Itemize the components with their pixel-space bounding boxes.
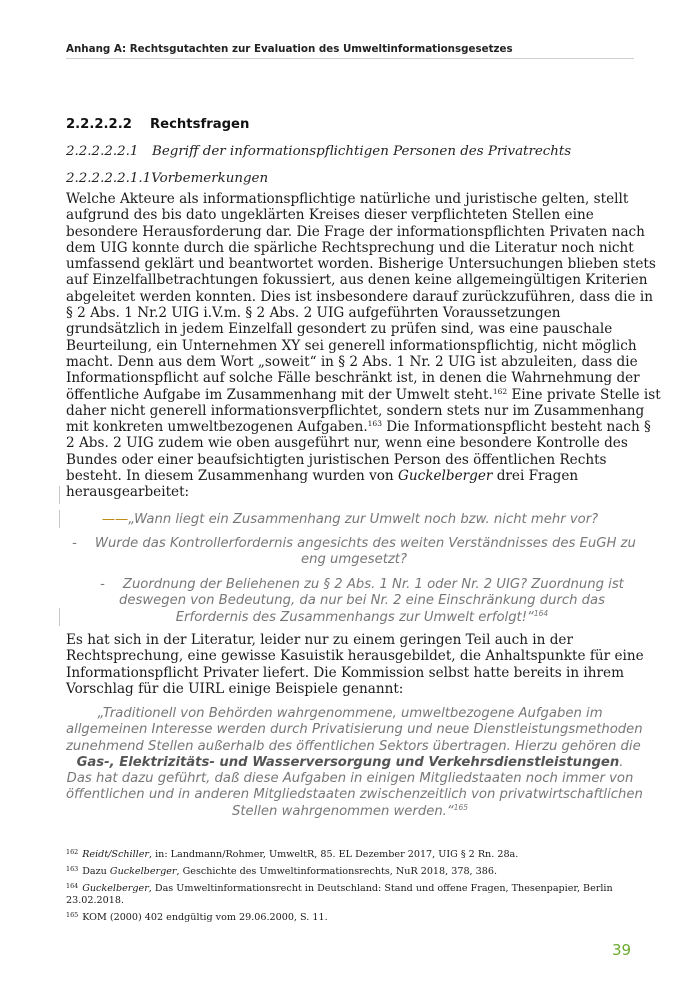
text-run: Eine private Stelle ist [507,386,661,403]
paragraph-kasuistik [66,632,642,697]
block-quote [66,706,643,820]
subsubsection-number: 2.2.2.2.2.1.1 [66,171,152,186]
section-title: Rechtsfragen [150,117,250,132]
author-name: Guckelberger [82,883,149,894]
text-line: Informationspflicht Privater liefert. Die Kommission selbst hatte bereits in ihrem [66,664,624,681]
question-line [66,512,634,528]
question-text: Wurde das Kontrollerfordernis angesichts des weiten Verständnisses des EuGH zu [94,536,636,551]
footnote-line [66,883,634,895]
text-line: Rechtsprechung, eine gewisse Kasuistik herausgebildet, die Anhaltspunkte für eine [66,648,644,665]
footnote-line [66,849,634,861]
dash-marker: —— [101,512,129,527]
text-line: aufgrund des bis dato ungeklärten Kreises dieser verpflichteten Stellen eine [66,207,594,224]
footnote-line [66,866,634,878]
footnote-number: 162 [66,848,79,856]
section-number: 2.2.2.2.2 [66,117,132,132]
text-line: 2 Abs. 2 UIG zudem wie oben ausgeführt nur, wenn eine besondere Kontrolle des [66,435,628,452]
paragraph-intro [66,191,661,501]
text-line: abgeleitet werden konnten. Dies ist insbesondere darauf zurückzuführen, dass die in [66,288,654,305]
question-text: Zuordnung der Beliehenen zu § 2 Abs. 1 Nr. 1 oder Nr. 2 UIG? Zuordnung ist [122,577,624,592]
text-line: Vorschlag für die UIRL einige Beispiele genannt: [66,680,404,697]
text-line: Bundes oder einer beaufsichtigten juristischen Person des öffentlichen Rechts [66,451,607,468]
text-line [66,419,651,436]
text-line: Welche Akteure als informationspflichtige natürliche und juristische gelten, stellt [66,191,629,207]
change-bar [59,486,60,504]
question-text: Erfordernis des Zusammenhangs zur Umwelt erfolgt!“ [175,609,534,625]
bullet-marker: - [100,577,105,592]
footnote-number: 165 [66,911,79,919]
text-line: daher nicht generell informationsverpflichtet, sondern stets nur im Zusammenhang [66,402,645,419]
footnote-number: 164 [66,882,79,890]
question-2 [70,536,638,569]
text-line: Es hat sich in der Literatur, leider nur zu einem geringen Teil auch in der [66,632,573,648]
subsection-number: 2.2.2.2.2.1 [66,144,139,159]
quote-line [66,804,634,820]
text-run: Stellen wahrgenommen werden.“ [231,803,454,819]
footnote-number: 163 [66,865,79,873]
text-run: öffentliche Aufgabe im Zusammenhang mit der Umwelt steht. [66,386,493,403]
question-line: deswegen von Bedeutung, da nur bei Nr. 2 eine Einschränkung durch das [118,593,606,609]
header-divider [66,58,634,59]
question-line [78,577,646,593]
question-text: „Wann liegt ein Zusammenhang zur Umwelt noch bzw. nicht mehr vor? [128,512,599,527]
text-run: besteht. In diesem Zusammenhang wurden von [66,468,399,485]
subsection-title: Begriff der informationspflichtigen Personen des Privatrechts [152,144,572,159]
bullet-marker: - [72,536,77,551]
text-line: grundsätzlich in jedem Einzelfall gesondert zu prüfen sind, was eine pauschale [66,321,613,338]
question-line [78,610,646,626]
text-line: Beurteilung, ein Unternehmen XY sei generell informationspflichtig, nicht möglich [66,337,637,354]
footnote-line [66,912,634,924]
running-header: Anhang A: Rechtsgutachten zur Evaluation des Umweltinformationsgesetzes [66,43,513,55]
author-name: Guckelberger [398,468,493,485]
quote-line: zunehmend Stellen außerhalb des öffentlichen Sektors übertragen. Hierzu gehören die [66,738,641,754]
text-line: macht. Denn aus dem Wort „soweit“ in § 2 Abs. 1 Nr. 2 UIG ist abzuleiten, dass die [66,353,638,370]
text-line: dem UIG konnte durch die spärliche Rechtsprechung und die Literatur noch nicht [66,239,634,256]
footnote-text: KOM (2000) 402 endgültig vom 29.06.2000, S. 11. [82,912,328,923]
author-name: Guckelberger [109,866,177,877]
question-line: eng umgesetzt? [301,552,407,568]
text-line: umfassend geklärt und beantwortet worden. Bisherige Untersuchungen blieben stets [66,256,656,273]
text-run: mit konkreten umweltbezogenen Aufgaben. [66,419,368,436]
quote-line [66,755,634,771]
footnote-text: , Das Umweltinformationsrecht in Deutschland: Stand und offene Fragen, Thesenpapier, Berlin [148,883,613,894]
text-line [66,386,661,403]
footnote-text: Dazu [82,866,110,877]
text-line: Informationspflicht auf solche Fälle beschränkt ist, in denen die Wahrnehmung der [66,370,640,387]
footnote-ref-165[interactable]: 165 [453,802,469,812]
quote-line: Das hat dazu geführt, daß diese Aufgaben in einigen Mitgliedstaaten noch immer von [66,771,634,787]
quote-line: allgemeinen Interesse werden durch Privatisierung und neue Dienstleistungsmethoden [66,722,643,738]
footnote-line: 23.02.2018. [66,894,124,906]
section-heading [66,117,249,132]
text-line: § 2 Abs. 1 Nr.2 UIG i.V.m. § 2 Abs. 2 UIG aufgeführten Voraussetzungen [66,305,561,322]
change-bar [59,510,60,528]
footnote-163 [66,866,634,878]
subsubsection-title: Vorbemerkungen [151,171,269,186]
text-line [66,468,642,484]
footnote-164 [66,883,634,906]
text-run: drei Fragen [492,468,579,485]
footnote-ref-162[interactable]: 162 [492,386,508,396]
text-line: herausgearbeitet: [66,484,190,501]
footnote-162 [66,849,634,861]
bold-phrase: Gas-, Elektrizitäts- und Wasserversorgung und Verkehrsdienstleistungen [76,754,620,770]
footnote-ref-164[interactable]: 164 [533,608,549,618]
subsubsection-heading [66,171,268,186]
change-bar [59,608,60,626]
question-3 [78,577,646,626]
footnote-165 [66,912,634,924]
footnote-text: , Geschichte des Umweltinformationsrechts, NuR 2018, 378, 386. [176,866,498,877]
quote-line: „Traditionell von Behörden wahrgenommene, umweltbezogene Aufgaben im [97,706,603,721]
page-number: 39 [612,941,632,959]
text-line: auf Einzelfallbetrachtungen fokussiert, aus denen keine allgemeingültigen Kriterien [66,272,648,289]
text-run: . [619,754,624,770]
question-1 [66,512,634,528]
subsection-heading [66,144,571,159]
question-line [70,536,638,552]
quote-line: öffentlichen und in anderen Mitgliedstaaten zwischenzeitlich von privatwirtschaftlichen [66,787,643,803]
author-name: Reidt/Schiller [82,849,149,860]
text-run: Die Informationspflicht besteht nach § [381,419,651,436]
footnote-text: , in: Landmann/Rohmer, UmweltR, 85. EL Dezember 2017, UIG § 2 Rn. 28a. [149,849,519,860]
text-line: besondere Herausforderung dar. Die Frage der informationspflichten Privaten nach [66,223,645,240]
footnote-ref-163[interactable]: 163 [367,419,382,429]
